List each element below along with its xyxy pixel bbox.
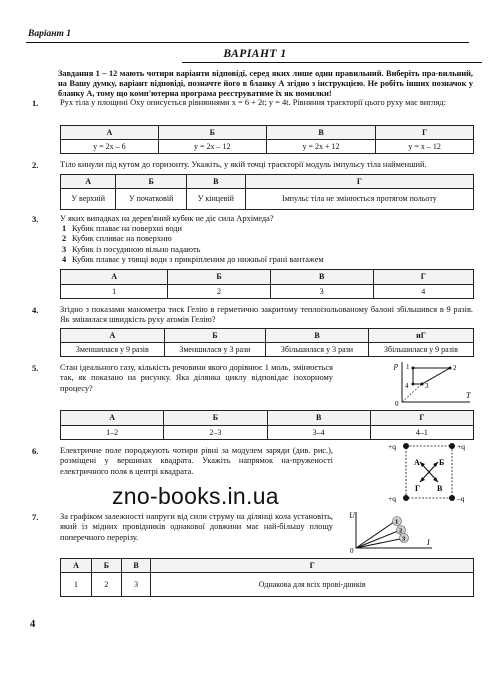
charge-dot [403,495,409,501]
answer-header: А [61,329,165,343]
question-text: У яких випадках на дерев'яний кубик не діє сила Архімеда? [60,214,274,223]
answer-header: В [266,126,375,140]
charge-dot [449,443,455,449]
answer-header: А [61,126,159,140]
answer-header: Г [373,270,473,285]
question-number: 3. [32,214,39,224]
answer-header: В [266,329,369,343]
answer-header: В [270,270,373,285]
answer-cell: y = 2x – 12 [158,140,266,154]
answer-table-1 [60,125,474,154]
answer-cell: y = x – 12 [376,140,474,154]
answer-cell: y = 2x – 6 [61,140,159,154]
arrow-label: А [414,458,420,467]
answer-cell: 2 [92,573,122,597]
option-list [60,224,460,265]
answer-header: А [61,175,116,189]
pv-diagram [392,358,477,408]
cycle-path [413,368,450,384]
answer-header: В [186,175,245,189]
point-label: 2 [453,364,457,372]
answer-header: Б [168,270,270,285]
answer-cell: 1 [61,573,92,597]
x-axis-label: T [466,391,471,400]
question-number: 7. [32,512,39,522]
question-text: Згідно з показами манометра тиск Гелію в герметично закритому теплоізольованому балоні збільшився в 9 разів. Як змінилася швидкість руху атомів Гелію? [60,305,473,325]
question-number: 6. [32,446,39,456]
answer-header: Б [116,175,187,189]
page-number: 4 [30,619,36,630]
answer-table-5 [60,410,474,440]
answer-header: В [121,559,151,573]
origin-label: 0 [395,400,399,408]
answer-cell: y = 2x + 12 [266,140,375,154]
question-text: Стан ідеального газу, кількість речовини якого дорівнює 1 моль, змінюється так, як показано на рисунку. Яка ділянка циклу відповідає ізохорному процесу? [60,363,333,393]
point-label: 3 [425,382,429,390]
answer-header: иГ [368,329,473,343]
point-label: 1 [406,363,410,371]
cycle-point [421,383,424,386]
answer-cell: Імпульс тіла не змінюється протягом польоту [245,189,473,210]
answer-table-3 [60,269,474,299]
origin-label: 0 [350,547,354,554]
answer-cell: 4–1 [370,426,473,440]
answer-header: А [61,270,168,285]
option-item: 2 Кубик спливає на поверхню [62,234,172,244]
charge-label: –q [457,494,465,503]
arrow-label: В [437,484,443,493]
answer-header: Г [245,175,473,189]
line-label: 2 [399,527,403,535]
line-label: 1 [395,518,399,526]
answer-cell: 4 [373,285,473,299]
answer-table-7 [60,558,474,597]
instructions: Завдання 1 – 12 мають чотири варіанти відповіді, серед яких лише один правильний. Виберіть пра-вильний, на Вашу думку, варіант відповіді, позначте його в бланку А згідно з інструкцією. Не робіть інших позначок у бланку А, тому що комп'ютерна програма реєструватиме їх як помилки! [58,69,473,99]
answer-header: Б [164,411,267,426]
cycle-point [449,367,452,370]
answer-cell: 3 [270,285,373,299]
charge-label: +q [388,442,396,451]
answer-cell: Збільшилася у 9 разів [368,343,473,357]
option-item: 3 Кубик із посудиною вільно падають [62,244,201,254]
answer-cell: У кінцевій [186,189,245,210]
question-text: Рух тіла у площині Oxy описується рівняннями x = 6 + 2t; y = 4t. Рівняння траєкторії цього руху має вигляд: [60,98,446,107]
answer-cell: 2 [168,285,270,299]
answer-table-2 [60,174,474,210]
answer-cell: Збільшилася у 3 рази [266,343,369,357]
answer-header: Б [92,559,122,573]
answer-cell: У верхній [61,189,116,210]
line-label: 3 [402,535,406,543]
point-label: 4 [405,382,409,390]
option-item: 1 Кубик плаває на поверхні води [62,224,183,233]
answer-header: Г [370,411,473,426]
answer-header: Б [164,329,265,343]
answer-cell: У початковій [116,189,187,210]
arrow-label: Б [439,458,445,467]
question-number: 5. [32,363,39,373]
answer-cell: Зменшилася у 9 разів [61,343,165,357]
question-number: 4. [32,305,39,315]
question-number: 2. [32,160,39,170]
arrow-label: Г [415,484,421,493]
charge-dot [403,443,409,449]
answer-cell: 3–4 [267,426,370,440]
cycle-point [412,367,415,370]
voltage-current-graph [348,508,438,554]
cycle-point [412,383,415,386]
option-item: 4 Кубик плаває у товщі води з прикріпленим до нижньої грані вантажем [62,254,324,264]
question-text: Тіло кинули під кутом до горизонту. Укажіть, у якій точці траєкторії модуль імпульсу тіла найменший. [60,160,427,169]
answer-table-4 [60,328,474,357]
answer-cell: Однакова для всіх прові-дників [151,573,474,597]
answer-cell: 1 [61,285,168,299]
watermark: zno-books.in.ua [112,483,279,509]
variant-title: ВАРІАНТ 1 [223,48,287,60]
y-axis-label: U [349,511,355,520]
charges-square-figure [384,438,480,506]
answer-cell: 3 [121,573,151,597]
question-text: За графіком залежності напруги від сили струму на ділянці кола установіть, який із мідних провідників однакової довжини має най-більшу площу поперечного перерізу. [60,512,333,542]
charge-label: +q [388,494,396,503]
header-rule [26,42,469,43]
answer-header: Г [376,126,474,140]
answer-header: Г [151,559,474,573]
answer-header: Б [158,126,266,140]
charge-label: +q [457,442,465,451]
x-axis-label: I [427,538,430,547]
answer-cell: Зменшилася у 3 рази [164,343,265,357]
question-text: Електричне поле породжують чотири рівні за модулем заряди (див. рис.), розміщені у вершинах квадрата. Укажіть напрямок на-пруженості електричного поля в центрі квадрата. [60,446,333,476]
question-number: 1. [32,98,39,108]
answer-header: А [61,559,92,573]
answer-header: В [267,411,370,426]
running-header: Варіант 1 [28,29,72,39]
answer-header: А [61,411,164,426]
answer-cell: 2–3 [164,426,267,440]
charge-dot [449,495,455,501]
y-axis-label: p [394,361,398,370]
answer-cell: 1–2 [61,426,164,440]
